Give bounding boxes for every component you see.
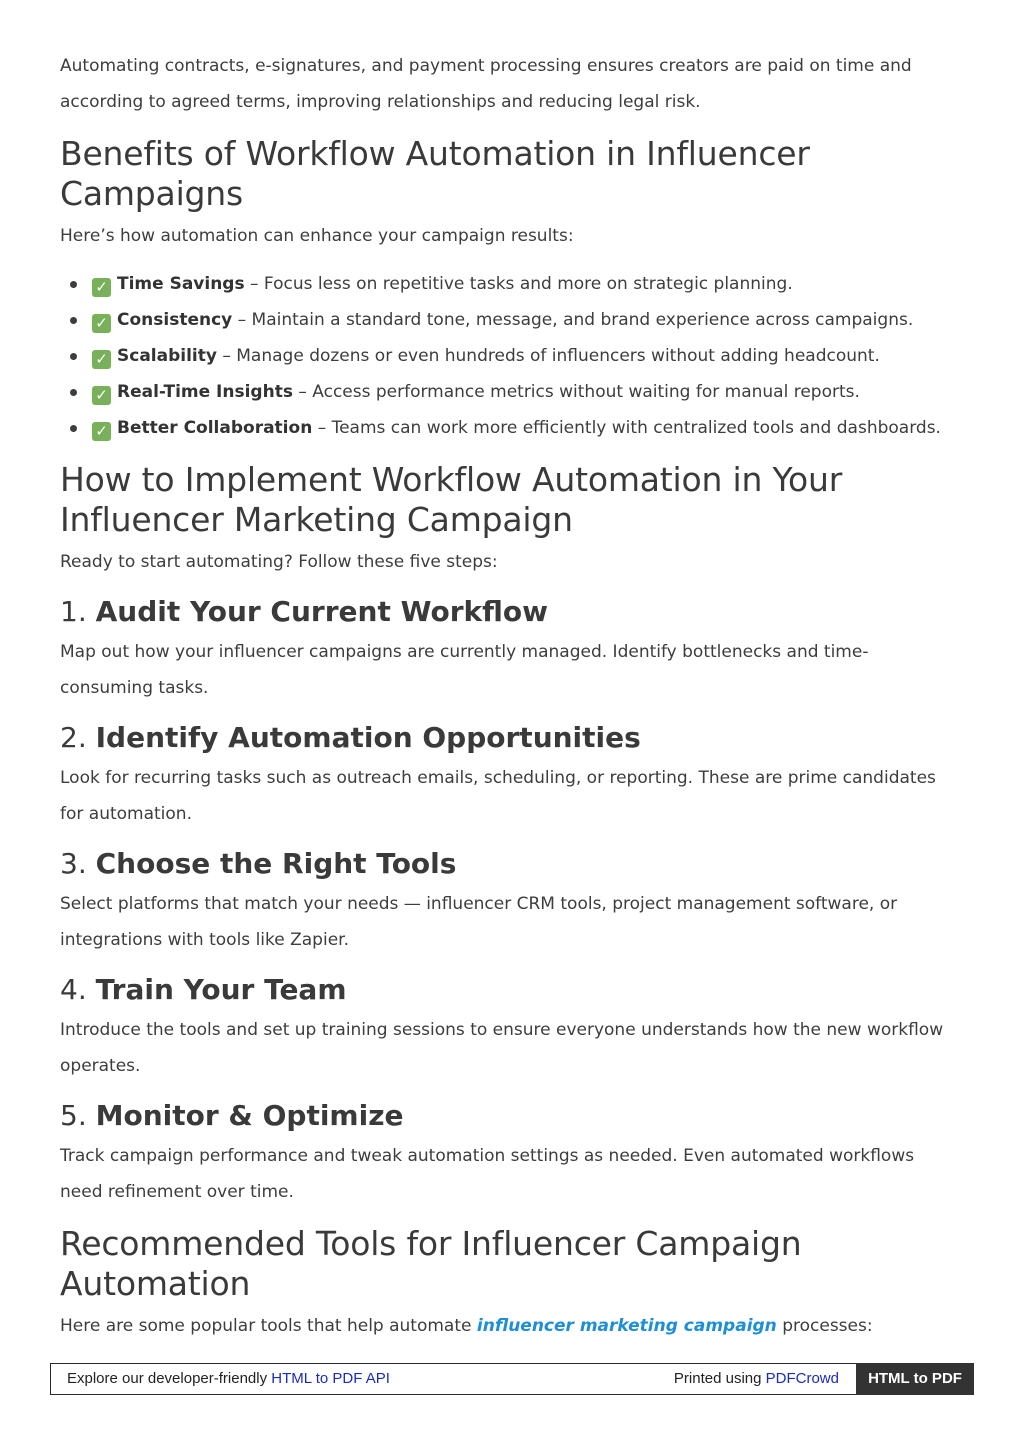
footer-mid-text: Printed using [673,1370,766,1387]
step-title: Choose the Right Tools [95,847,457,880]
check-mark-icon: ✓ [92,350,111,369]
tools-lead [60,1308,960,1344]
benefit-title: Real-Time Insights [117,382,293,402]
list-item [60,338,960,374]
step-number: 1. [60,595,87,628]
footer-left [67,1364,390,1394]
benefits-lead: Here’s how automation can enhance your campaign results: [60,226,574,246]
footer-printed-using [674,1364,839,1394]
benefit-desc: – Manage dozens or even hundreds of influencers without adding headcount. [216,346,880,366]
influencer-campaign-link[interactable]: influencer marketing campaign [476,1316,777,1336]
step-number: 2. [60,721,87,754]
list-item [60,374,960,410]
html-to-pdf-button[interactable]: HTML to PDF [856,1363,974,1395]
benefits-heading: Benefits of Workflow Automation in Influencer Campaigns [60,134,810,213]
step-number: 5. [60,1099,87,1132]
step-text: Introduce the tools and set up training sessions to ensure everyone understands how the new workflow operates. [60,1020,944,1076]
step-title: Identify Automation Opportunities [95,721,641,754]
step-text: Track campaign performance and tweak automation settings as needed. Even automated workflows need refinement over time. [60,1146,915,1202]
benefit-desc: – Maintain a standard tone, message, and brand experience across campaigns. [232,310,914,330]
benefit-desc: – Access performance metrics without waiting for manual reports. [292,382,860,402]
implement-heading: How to Implement Workflow Automation in Your Influencer Marketing Campaign [60,460,843,539]
html-to-pdf-api-link[interactable]: HTML to PDF API [271,1370,390,1387]
step-heading [60,846,960,882]
check-mark-icon: ✓ [92,422,111,441]
step-heading [60,594,960,630]
article-content [60,48,960,1344]
pdfcrowd-footer-bar [50,1363,974,1395]
step-heading [60,972,960,1008]
tools-heading: Recommended Tools for Influencer Campaign Automation [60,1224,802,1303]
check-mark-icon: ✓ [92,278,111,297]
benefit-title: Consistency [117,310,233,330]
step-number: 4. [60,973,87,1006]
step-title: Monitor & Optimize [95,1099,404,1132]
step-number: 3. [60,847,87,880]
benefit-desc: – Teams can work more efficiently with centralized tools and dashboards. [312,418,941,438]
list-item [60,410,960,446]
step-heading [60,1098,960,1134]
step-text: Map out how your influencer campaigns are currently managed. Identify bottlenecks and time-consuming tasks. [60,642,869,698]
step-title: Train Your Team [95,973,347,1006]
implement-lead: Ready to start automating? Follow these five steps: [60,552,498,572]
footer-left-text: Explore our developer-friendly [67,1370,272,1387]
check-mark-icon: ✓ [92,314,111,333]
step-text: Select platforms that match your needs — influencer CRM tools, project management software, or integrations with tools like Zapier. [60,894,898,950]
benefit-title: Scalability [117,346,217,366]
benefit-desc: – Focus less on repetitive tasks and more on strategic planning. [244,274,793,294]
pdfcrowd-link[interactable]: PDFCrowd [765,1370,839,1387]
step-heading [60,720,960,756]
intro-paragraph: Automating contracts, e-signatures, and payment processing ensures creators are paid on time and according to agreed terms, improving relationships and reducing legal risk. [60,56,912,112]
check-mark-icon: ✓ [92,386,111,405]
list-item [60,266,960,302]
step-title: Audit Your Current Workflow [95,595,548,628]
step-text: Look for recurring tasks such as outreach emails, scheduling, or reporting. These are prime candidates for automation. [60,768,936,824]
benefit-title: Better Collaboration [117,418,313,438]
list-item [60,302,960,338]
benefits-list [60,266,960,446]
tools-lead-before: Here are some popular tools that help automate [60,1316,477,1336]
benefit-title: Time Savings [117,274,245,294]
tools-lead-after: processes: [776,1316,873,1336]
